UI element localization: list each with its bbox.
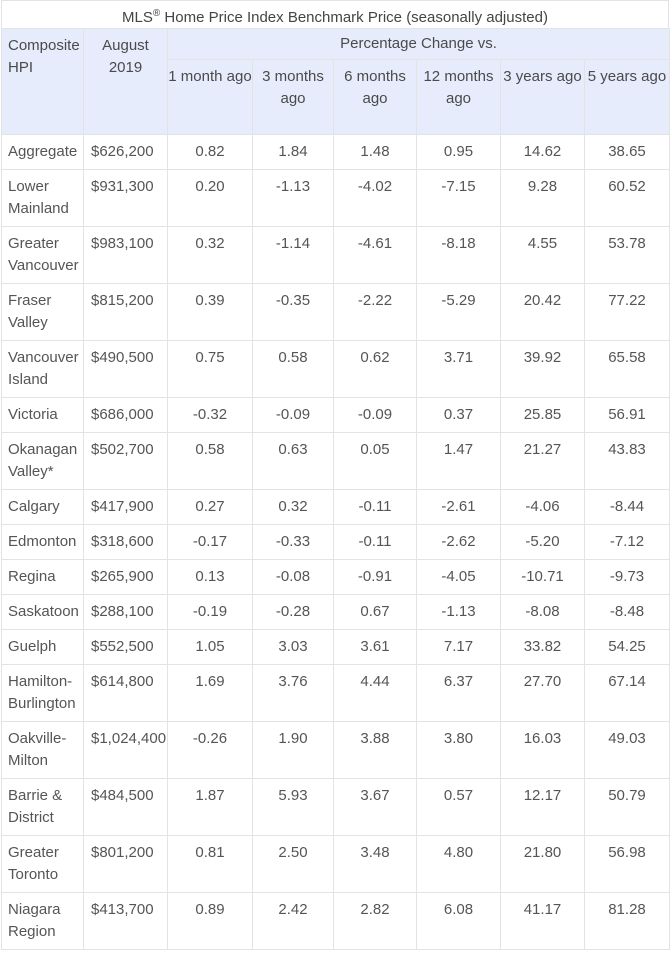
percent-cell: 1.90 <box>253 722 334 779</box>
region-cell: Greater Toronto <box>2 836 84 893</box>
percent-cell: 2.82 <box>334 893 417 950</box>
percent-cell: 3.76 <box>253 665 334 722</box>
percent-cell: -7.12 <box>585 525 670 560</box>
region-cell: Edmonton <box>2 525 84 560</box>
percent-cell: 49.03 <box>585 722 670 779</box>
percent-cell: 0.05 <box>334 433 417 490</box>
table-row <box>2 525 670 560</box>
percent-cell: 1.48 <box>334 135 417 170</box>
table-row <box>2 490 670 525</box>
percent-cell: 0.27 <box>168 490 253 525</box>
percent-cell: -0.91 <box>334 560 417 595</box>
percent-cell: 67.14 <box>585 665 670 722</box>
percent-cell: 2.42 <box>253 893 334 950</box>
percent-cell: -0.08 <box>253 560 334 595</box>
percent-cell: -4.06 <box>501 490 585 525</box>
percent-cell: -2.61 <box>417 490 501 525</box>
price-cell: $490,500 <box>84 341 168 398</box>
percent-cell: 50.79 <box>585 779 670 836</box>
percent-cell: 0.82 <box>168 135 253 170</box>
percent-cell: 6.37 <box>417 665 501 722</box>
percent-cell: -8.08 <box>501 595 585 630</box>
percent-cell: -8.18 <box>417 227 501 284</box>
percent-cell: 0.89 <box>168 893 253 950</box>
table-row <box>2 722 670 779</box>
price-cell: $288,100 <box>84 595 168 630</box>
table-row <box>2 284 670 341</box>
price-cell: $265,900 <box>84 560 168 595</box>
region-cell: Greater Vancouver <box>2 227 84 284</box>
header-composite: Composite HPI <box>2 29 84 135</box>
percent-cell: 60.52 <box>585 170 670 227</box>
table-row <box>2 630 670 665</box>
percent-cell: 0.67 <box>334 595 417 630</box>
price-cell: $413,700 <box>84 893 168 950</box>
percent-cell: 54.25 <box>585 630 670 665</box>
percent-cell: -0.28 <box>253 595 334 630</box>
percent-cell: 1.87 <box>168 779 253 836</box>
percent-cell: 3.88 <box>334 722 417 779</box>
table-caption <box>1 0 669 28</box>
table-row <box>2 227 670 284</box>
percent-cell: 56.98 <box>585 836 670 893</box>
region-cell: Oakville-Milton <box>2 722 84 779</box>
percent-cell: -0.09 <box>253 398 334 433</box>
price-cell: $552,500 <box>84 630 168 665</box>
percent-cell: 0.13 <box>168 560 253 595</box>
percent-cell: 65.58 <box>585 341 670 398</box>
percent-cell: 56.91 <box>585 398 670 433</box>
header-percentage-change: Percentage Change vs. <box>168 29 670 60</box>
hpi-table-container <box>1 0 669 950</box>
table-row <box>2 893 670 950</box>
price-cell: $815,200 <box>84 284 168 341</box>
percent-cell: -0.11 <box>334 525 417 560</box>
percent-cell: -2.22 <box>334 284 417 341</box>
percent-cell: -5.20 <box>501 525 585 560</box>
percent-cell: 0.37 <box>417 398 501 433</box>
region-cell: Okanagan Valley* <box>2 433 84 490</box>
region-cell: Calgary <box>2 490 84 525</box>
percent-cell: 3.03 <box>253 630 334 665</box>
percent-cell: 20.42 <box>501 284 585 341</box>
percent-cell: 27.70 <box>501 665 585 722</box>
percent-cell: 38.65 <box>585 135 670 170</box>
percent-cell: 21.80 <box>501 836 585 893</box>
percent-cell: -1.13 <box>253 170 334 227</box>
percent-cell: -0.19 <box>168 595 253 630</box>
percent-cell: 1.05 <box>168 630 253 665</box>
percent-cell: 0.20 <box>168 170 253 227</box>
percent-cell: 39.92 <box>501 341 585 398</box>
percent-cell: 0.58 <box>253 341 334 398</box>
region-cell: Guelph <box>2 630 84 665</box>
header-period: 1 month ago <box>168 60 253 135</box>
header-month: August 2019 <box>84 29 168 135</box>
percent-cell: -2.62 <box>417 525 501 560</box>
percent-cell: 3.67 <box>334 779 417 836</box>
price-cell: $801,200 <box>84 836 168 893</box>
table-row <box>2 665 670 722</box>
price-cell: $686,000 <box>84 398 168 433</box>
region-cell: Niagara Region <box>2 893 84 950</box>
percent-cell: 0.32 <box>168 227 253 284</box>
table-row <box>2 398 670 433</box>
percent-cell: 0.75 <box>168 341 253 398</box>
percent-cell: -1.13 <box>417 595 501 630</box>
table-row <box>2 341 670 398</box>
percent-cell: 21.27 <box>501 433 585 490</box>
caption-prefix: MLS <box>122 9 153 26</box>
price-cell: $1,024,400 <box>84 722 168 779</box>
region-cell: Vancouver Island <box>2 341 84 398</box>
percent-cell: 0.62 <box>334 341 417 398</box>
percent-cell: -0.09 <box>334 398 417 433</box>
percent-cell: 0.39 <box>168 284 253 341</box>
percent-cell: -0.33 <box>253 525 334 560</box>
percent-cell: 2.50 <box>253 836 334 893</box>
percent-cell: 12.17 <box>501 779 585 836</box>
percent-cell: -4.02 <box>334 170 417 227</box>
percent-cell: 77.22 <box>585 284 670 341</box>
price-cell: $931,300 <box>84 170 168 227</box>
percent-cell: -4.05 <box>417 560 501 595</box>
table-row <box>2 170 670 227</box>
percent-cell: -1.14 <box>253 227 334 284</box>
table-row <box>2 560 670 595</box>
header-period: 3 years ago <box>501 60 585 135</box>
percent-cell: 0.57 <box>417 779 501 836</box>
percent-cell: -10.71 <box>501 560 585 595</box>
percent-cell: 4.80 <box>417 836 501 893</box>
percent-cell: 9.28 <box>501 170 585 227</box>
percent-cell: 43.83 <box>585 433 670 490</box>
percent-cell: 3.71 <box>417 341 501 398</box>
table-row <box>2 836 670 893</box>
percent-cell: -0.17 <box>168 525 253 560</box>
percent-cell: 33.82 <box>501 630 585 665</box>
percent-cell: -7.15 <box>417 170 501 227</box>
percent-cell: -4.61 <box>334 227 417 284</box>
region-cell: Hamilton-Burlington <box>2 665 84 722</box>
percent-cell: 0.58 <box>168 433 253 490</box>
header-period: 5 years ago <box>585 60 670 135</box>
price-cell: $983,100 <box>84 227 168 284</box>
percent-cell: -0.26 <box>168 722 253 779</box>
price-cell: $502,700 <box>84 433 168 490</box>
percent-cell: 0.95 <box>417 135 501 170</box>
percent-cell: 81.28 <box>585 893 670 950</box>
region-cell: Aggregate <box>2 135 84 170</box>
percent-cell: -0.35 <box>253 284 334 341</box>
table-body <box>2 135 670 950</box>
percent-cell: 4.44 <box>334 665 417 722</box>
percent-cell: -8.48 <box>585 595 670 630</box>
header-period: 6 months ago <box>334 60 417 135</box>
percent-cell: -8.44 <box>585 490 670 525</box>
registered-mark: ® <box>152 8 161 19</box>
percent-cell: 1.47 <box>417 433 501 490</box>
table-row <box>2 779 670 836</box>
region-cell: Fraser Valley <box>2 284 84 341</box>
percent-cell: 1.69 <box>168 665 253 722</box>
percent-cell: 0.81 <box>168 836 253 893</box>
percent-cell: 0.32 <box>253 490 334 525</box>
price-cell: $417,900 <box>84 490 168 525</box>
hpi-table <box>1 28 670 950</box>
percent-cell: -9.73 <box>585 560 670 595</box>
caption-text: Home Price Index Benchmark Price (seasonally adjusted) <box>160 9 548 26</box>
percent-cell: 1.84 <box>253 135 334 170</box>
percent-cell: 0.63 <box>253 433 334 490</box>
table-row <box>2 595 670 630</box>
region-cell: Saskatoon <box>2 595 84 630</box>
percent-cell: 53.78 <box>585 227 670 284</box>
region-cell: Barrie & District <box>2 779 84 836</box>
percent-cell: 4.55 <box>501 227 585 284</box>
percent-cell: -0.32 <box>168 398 253 433</box>
percent-cell: -0.11 <box>334 490 417 525</box>
header-period: 3 months ago <box>253 60 334 135</box>
percent-cell: 3.61 <box>334 630 417 665</box>
region-cell: Lower Mainland <box>2 170 84 227</box>
table-row <box>2 433 670 490</box>
percent-cell: 16.03 <box>501 722 585 779</box>
region-cell: Regina <box>2 560 84 595</box>
region-cell: Victoria <box>2 398 84 433</box>
table-row <box>2 135 670 170</box>
percent-cell: -5.29 <box>417 284 501 341</box>
price-cell: $318,600 <box>84 525 168 560</box>
percent-cell: 41.17 <box>501 893 585 950</box>
percent-cell: 14.62 <box>501 135 585 170</box>
price-cell: $484,500 <box>84 779 168 836</box>
header-period: 12 months ago <box>417 60 501 135</box>
percent-cell: 5.93 <box>253 779 334 836</box>
price-cell: $614,800 <box>84 665 168 722</box>
price-cell: $626,200 <box>84 135 168 170</box>
percent-cell: 3.80 <box>417 722 501 779</box>
percent-cell: 6.08 <box>417 893 501 950</box>
percent-cell: 7.17 <box>417 630 501 665</box>
percent-cell: 25.85 <box>501 398 585 433</box>
percent-cell: 3.48 <box>334 836 417 893</box>
